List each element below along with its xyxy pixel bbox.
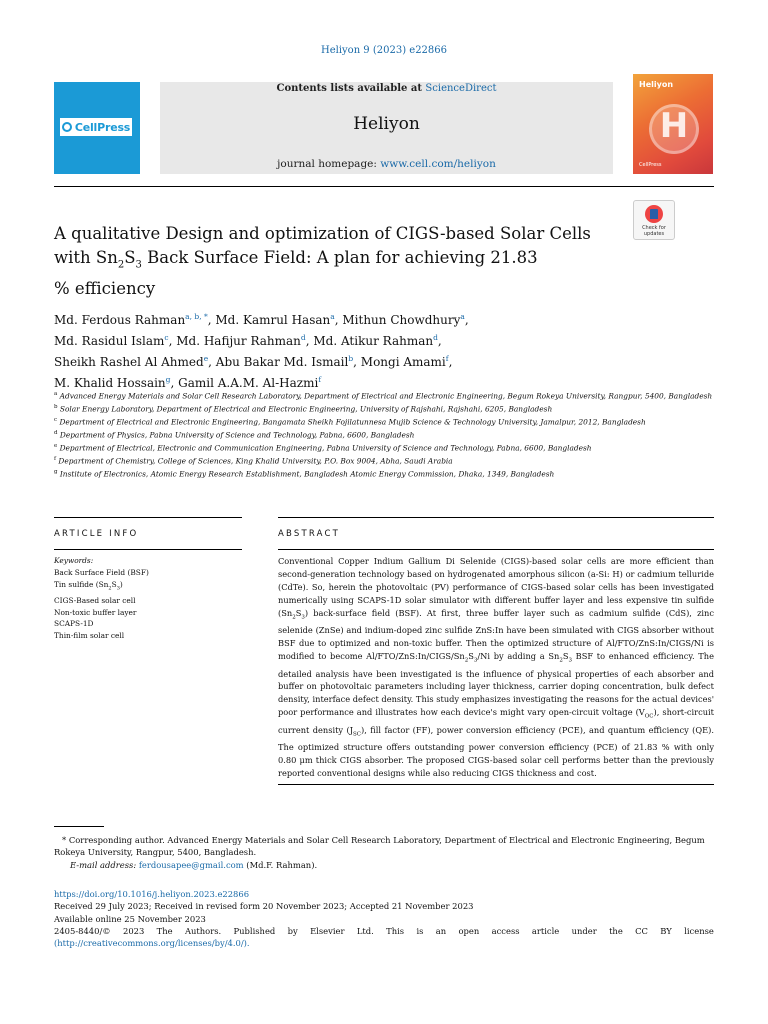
author-line-4: M. Khalid Hossain$^g$, Gamil A.A.M. Al-Hazmi$^f$ xyxy=(54,375,322,390)
author-line-3: Sheikh Rashel Al Ahmed$^e$, Abu Bakar Md. Ismail$^b$, Mongi Amami$^f$, xyxy=(54,354,453,369)
cover-letter: H xyxy=(659,106,689,146)
available-online: Available online 25 November 2023 xyxy=(54,913,206,924)
keyword-item: Tin sulfide $(Sn_2S_3)$ xyxy=(54,579,123,592)
author-name: Md. Atikur Rahman xyxy=(313,334,434,348)
author-name: Mongi Amami xyxy=(360,355,446,369)
journal-name: Heliyon xyxy=(353,114,420,134)
corresponding-author-footnote xyxy=(54,834,714,871)
article-title xyxy=(54,222,614,301)
license-line: 2405-8440/© 2023 The Authors. Published by Elsevier Ltd. This is an open access article under the CC BY license xyxy=(54,925,714,936)
footnote-rule xyxy=(54,826,104,827)
affiliation-item: $^d$ Department of Physics, Pabna University of Science and Technology, Pabna, 6600, Bangladesh xyxy=(54,430,415,440)
homepage-prefix: journal homepage: xyxy=(277,158,381,170)
title-line-1: A qualitative Design and optimization of CIGS-based Solar Cells xyxy=(54,224,591,243)
check-for-updates-button[interactable] xyxy=(633,200,675,240)
cellpress-icon xyxy=(62,122,72,132)
received-dates: Received 29 July 2023; Received in revised form 20 November 2023; Accepted 21 November 2023 xyxy=(54,901,474,912)
author-affiliation-link[interactable]: a xyxy=(460,312,465,321)
keywords-list xyxy=(54,555,244,642)
corresponding-text: * Corresponding author. Advanced Energy Materials and Solar Cell Research Laboratory, Department of Electrical and Electronic Engineering, Begum Rokeya University, Rangpur, 5400, Bangladesh. xyxy=(54,835,705,858)
affiliation-item: $^g$ Institute of Electronics, Atomic Energy Research Establishment, Bangladesh Atomic Energy Commission, Dhaka, 1349, Bangladesh xyxy=(54,469,555,479)
author-affiliation-link[interactable]: d xyxy=(300,333,306,342)
journal-cover xyxy=(633,74,713,174)
cellpress-logo-box xyxy=(54,82,140,174)
cover-publisher: CellPress xyxy=(639,162,662,168)
keywords-label: Keywords: xyxy=(54,556,94,565)
author-name: M. Khalid Hossain xyxy=(54,376,166,390)
cellpress-logo-text: CellPress xyxy=(74,120,131,134)
affiliation-item: $^a$ Advanced Energy Materials and Solar Cell Research Laboratory, Department of Electrical and Electronic Engineering, Begum Rokeya University, Rangpur, 5400, Bangladesh xyxy=(54,391,713,401)
author-name: Sheikh Rashel Al Ahmed xyxy=(54,355,204,369)
journal-reference[interactable]: Heliyon 9 (2023) e22866 xyxy=(320,45,448,56)
article-info-top-rule xyxy=(54,517,242,518)
keyword-item: Back Surface Field (BSF) xyxy=(54,567,149,577)
author-affiliation-link[interactable]: a, b, * xyxy=(185,312,208,321)
keyword-item: CIGS-Based solar cell xyxy=(54,595,136,605)
article-info-heading: ARTICLE INFO xyxy=(54,529,139,539)
author-name: Md. Hafijur Rahman xyxy=(176,334,301,348)
author-affiliation-link[interactable]: d xyxy=(433,333,438,342)
license-link[interactable]: (http://creativecommons.org/licenses/by/4.0/). xyxy=(54,938,250,949)
author-name: Md. Kamrul Hasan xyxy=(215,313,331,327)
author-name: Mithun Chowdhury xyxy=(342,313,461,327)
affiliation-item: $^f$ Department of Chemistry, College of Sciences, King Khalid University, P.O. Box 9004, Abha, Saudi Arabia xyxy=(54,456,453,466)
keyword-item: SCAPS-1D xyxy=(54,619,94,629)
keywords-rule xyxy=(54,549,242,550)
homepage-line xyxy=(160,158,613,170)
author-name: Md. Rasidul Islam xyxy=(54,334,165,348)
doi-link[interactable]: https://doi.org/10.1016/j.heliyon.2023.e22866 xyxy=(54,889,250,899)
keyword-item: Thin-film solar cell xyxy=(54,631,125,641)
cover-title: Heliyon xyxy=(639,80,674,89)
sciencedirect-link[interactable]: ScienceDirect xyxy=(425,83,497,94)
author-line-1: Md. Ferdous Rahman$^{a, b, *}$, Md. Kamrul Hasan$^a$, Mithun Chowdhury$^a$, xyxy=(54,312,469,327)
author-name: Gamil A.A.M. Al-Hazmi xyxy=(178,376,319,390)
email-line: E-mail address: ferdousapee@gmail.com (Md.F. Rahman). xyxy=(70,859,318,870)
affiliation-item: $^c$ Department of Electrical and Electronic Engineering, Bangamata Sheikh Fojilatunnesa Mujib Science & Technology University, Jamalpur, 2012, Bangladesh xyxy=(54,417,646,427)
author-line-2: Md. Rasidul Islam$^c$, Md. Hafijur Rahman$^d$, Md. Atikur Rahman$^d$, xyxy=(54,333,442,348)
email-link[interactable]: ferdousapee@gmail.com xyxy=(138,859,244,870)
homepage-link[interactable]: www.cell.com/heliyon xyxy=(380,158,496,170)
author-affiliation-link[interactable]: a xyxy=(330,312,335,321)
author-affiliation-link[interactable]: b xyxy=(348,354,354,363)
author-affiliation-link[interactable]: f xyxy=(445,354,449,363)
abstract-text: Conventional Copper Indium Gallium Di Selenide (CIGS)-based solar cells are more efficient than second-generation technology based on hydrogenated amorphous silicon (a-Si: H) or cadmium telluride (CdTe). So, herein the photovoltaic (PV) performance of CIGS-based solar cells has been investigated numerically using SCAPS-1D solar simulator with different buffer layer and less expensive tin sulfide $(Sn_2S_3)$ back-surface field (BSF). At first, three buffer layer such as cadmium sulfide (CdS), zinc selenide (ZnSe) and indium-doped zinc sulfide ZnS:In have been simulated with CIGS absorber without BSF due to optimized and non-toxic buffer. Then the optimized structure of Al/FTO/ZnS:In/CIGS/Ni is modified to become $Al/FTO/ZnS:In/CIGS/Sn_2S_3/Ni$ by adding a $Sn_2S_3$ BSF to enhanced efficiency. The detailed analysis have been investigated is the influence of physical properties of each absorber and buffer on photovoltaic parameters including layer thickness, carrier doping concentration, bulk defect density, interface defect density. This study emphasizes investigating the reasons for the actual devices' poor performance and illustrates how each device's might vary open-circuit voltage $(V_{OC})$, short-circuit current density $(J_{SC})$, fill factor (FF), power conversion efficiency (PCE), and quantum efficiency (QE). The optimized structure offers outstanding power conversion efficiency (PCE) of 21.83 % with only 0.80 μm thick CIGS absorber. The proposed CIGS-based solar cell performs better than the previously reported conventional designs while also reducing CIGS thickness and cost. xyxy=(278,556,715,779)
abstract-top-rule xyxy=(278,517,714,518)
publication-info xyxy=(54,888,714,949)
keyword-item: Non-toxic buffer layer xyxy=(54,607,137,617)
author-list xyxy=(54,308,654,392)
bookmark-icon xyxy=(645,205,663,223)
affiliation-item: $^e$ Department of Electrical, Electronic and Communication Engineering, Pabna University of Science and Technology, Pabna, 6600, Bangladesh xyxy=(54,443,592,453)
author-affiliation-link[interactable]: g xyxy=(165,375,171,384)
abstract-heading: ABSTRACT xyxy=(278,529,341,539)
abstract-bottom-rule xyxy=(278,784,714,785)
author-affiliation-link[interactable]: e xyxy=(203,354,209,363)
author-name: Abu Bakar Md. Ismail xyxy=(215,355,349,369)
header-divider xyxy=(54,186,714,187)
check-updates-label: Check for updates xyxy=(642,225,666,237)
affiliation-item: $^b$ Solar Energy Laboratory, Department of Electrical and Electronic Engineering, University of Rajshahi, Rajshahi, 6205, Bangladesh xyxy=(54,404,553,414)
contents-prefix: Contents lists available at xyxy=(276,83,426,94)
affiliation-list xyxy=(54,389,714,480)
title-line-3: % efficiency xyxy=(54,279,156,299)
journal-header xyxy=(160,82,613,174)
author-affiliation-link[interactable]: c xyxy=(164,333,169,342)
author-affiliation-link[interactable]: f xyxy=(318,375,322,384)
cellpress-logo xyxy=(60,118,132,136)
title-line-2: with $Sn_2S_3$ Back Surface Field: A plan for achieving 21.83 xyxy=(54,248,538,271)
author-name: Md. Ferdous Rahman xyxy=(54,313,186,327)
contents-line xyxy=(160,83,613,94)
abstract-rule xyxy=(278,549,714,550)
